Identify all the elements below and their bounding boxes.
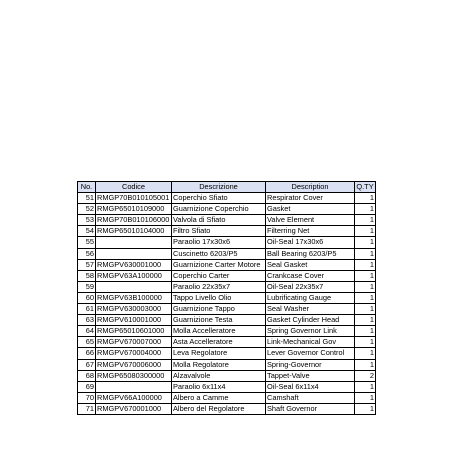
cell-qty: 1 bbox=[355, 215, 376, 226]
cell-codice: RMGPV670007000 bbox=[96, 337, 172, 348]
cell-codice: RMGPV630003000 bbox=[96, 304, 172, 315]
table-row bbox=[78, 237, 376, 248]
cell-description: Seal Washer bbox=[266, 304, 355, 315]
cell-qty: 1 bbox=[355, 193, 376, 204]
cell-descrizione: Guarnizione Tappo bbox=[172, 304, 266, 315]
cell-no: 60 bbox=[78, 292, 96, 303]
cell-description: Shaft Governor bbox=[266, 403, 355, 414]
cell-descrizione: Cuscinetto 6203/P5 bbox=[172, 248, 266, 259]
cell-no: 70 bbox=[78, 392, 96, 403]
cell-qty: 2 bbox=[355, 370, 376, 381]
cell-no: 51 bbox=[78, 193, 96, 204]
cell-no: 54 bbox=[78, 226, 96, 237]
table-row bbox=[78, 348, 376, 359]
cell-descrizione: Paraolio 17x30x6 bbox=[172, 237, 266, 248]
cell-descrizione: Albero a Camme bbox=[172, 392, 266, 403]
table-row bbox=[78, 281, 376, 292]
cell-descrizione: Paraolio 22x35x7 bbox=[172, 281, 266, 292]
cell-no: 59 bbox=[78, 281, 96, 292]
cell-description: Lubrificating Gauge bbox=[266, 292, 355, 303]
cell-no: 71 bbox=[78, 403, 96, 414]
cell-description: Oil-Seal 6x11x4 bbox=[266, 381, 355, 392]
table-body bbox=[78, 193, 376, 415]
table-row bbox=[78, 337, 376, 348]
cell-descrizione: Asta Accelleratore bbox=[172, 337, 266, 348]
cell-no: 61 bbox=[78, 304, 96, 315]
table-row bbox=[78, 259, 376, 270]
cell-no: 57 bbox=[78, 259, 96, 270]
table-row bbox=[78, 193, 376, 204]
cell-no: 55 bbox=[78, 237, 96, 248]
header-descrizione: Descrizione bbox=[172, 182, 266, 193]
cell-codice: RMGPV63B100000 bbox=[96, 292, 172, 303]
cell-codice: RMGPV630001000 bbox=[96, 259, 172, 270]
table-row bbox=[78, 292, 376, 303]
cell-description: Tappet-Valve bbox=[266, 370, 355, 381]
cell-description: Ball Bearing 6203/P5 bbox=[266, 248, 355, 259]
cell-qty: 1 bbox=[355, 315, 376, 326]
cell-qty: 1 bbox=[355, 392, 376, 403]
cell-codice: RMGPV670004000 bbox=[96, 348, 172, 359]
table-row bbox=[78, 370, 376, 381]
cell-descrizione: Guarnizione Carter Motore bbox=[172, 259, 266, 270]
cell-qty: 1 bbox=[355, 326, 376, 337]
cell-description: Respirator Cover bbox=[266, 193, 355, 204]
cell-descrizione: Coperchio Carter bbox=[172, 270, 266, 281]
table-row bbox=[78, 403, 376, 414]
cell-codice: RMGPV670001000 bbox=[96, 403, 172, 414]
cell-no: 52 bbox=[78, 204, 96, 215]
cell-qty: 1 bbox=[355, 381, 376, 392]
cell-qty: 1 bbox=[355, 348, 376, 359]
cell-description: Valve Element bbox=[266, 215, 355, 226]
cell-descrizione: Filtro Sfiato bbox=[172, 226, 266, 237]
cell-description: Oil-Seal 17x30x6 bbox=[266, 237, 355, 248]
cell-description: Crankcase Cover bbox=[266, 270, 355, 281]
parts-table bbox=[77, 181, 376, 415]
cell-no: 66 bbox=[78, 348, 96, 359]
cell-codice: RMGPV610001000 bbox=[96, 315, 172, 326]
cell-codice bbox=[96, 381, 172, 392]
table-row bbox=[78, 248, 376, 259]
cell-no: 58 bbox=[78, 270, 96, 281]
table-row bbox=[78, 359, 376, 370]
cell-codice: RMGP70B010105001 bbox=[96, 193, 172, 204]
cell-qty: 1 bbox=[355, 281, 376, 292]
table-row bbox=[78, 392, 376, 403]
cell-codice: RMGPV66A100000 bbox=[96, 392, 172, 403]
cell-no: 64 bbox=[78, 326, 96, 337]
cell-codice: RMGPV670006000 bbox=[96, 359, 172, 370]
table-row bbox=[78, 304, 376, 315]
cell-descrizione: Paraolio 6x11x4 bbox=[172, 381, 266, 392]
table-row bbox=[78, 204, 376, 215]
cell-descrizione: Leva Regolatore bbox=[172, 348, 266, 359]
cell-qty: 1 bbox=[355, 259, 376, 270]
cell-qty: 1 bbox=[355, 248, 376, 259]
cell-no: 53 bbox=[78, 215, 96, 226]
cell-qty: 1 bbox=[355, 226, 376, 237]
cell-description: Link-Mechanical Gov bbox=[266, 337, 355, 348]
cell-descrizione: Molla Regolatore bbox=[172, 359, 266, 370]
cell-no: 63 bbox=[78, 315, 96, 326]
cell-codice: RMGP65080300000 bbox=[96, 370, 172, 381]
cell-descrizione: Albero del Regolatore bbox=[172, 403, 266, 414]
cell-descrizione: Guarnizione Testa bbox=[172, 315, 266, 326]
cell-description: Spring Governor Link bbox=[266, 326, 355, 337]
cell-codice: RMGP70B010106000 bbox=[96, 215, 172, 226]
cell-description: Camshaft bbox=[266, 392, 355, 403]
cell-no: 65 bbox=[78, 337, 96, 348]
table-row bbox=[78, 215, 376, 226]
cell-description: Gasket Cylinder Head bbox=[266, 315, 355, 326]
cell-codice: RMGP65010109000 bbox=[96, 204, 172, 215]
header-description: Description bbox=[266, 182, 355, 193]
cell-description: Lever Governor Control bbox=[266, 348, 355, 359]
cell-descrizione: Valvola di Sfiato bbox=[172, 215, 266, 226]
table-row bbox=[78, 381, 376, 392]
cell-qty: 1 bbox=[355, 304, 376, 315]
cell-descrizione: Coperchio Sfiato bbox=[172, 193, 266, 204]
cell-description: Filterring Net bbox=[266, 226, 355, 237]
cell-no: 68 bbox=[78, 370, 96, 381]
table-row bbox=[78, 270, 376, 281]
table-row bbox=[78, 326, 376, 337]
table-header-row bbox=[78, 182, 376, 193]
cell-description: Gasket bbox=[266, 204, 355, 215]
cell-descrizione: Tappo Livello Olio bbox=[172, 292, 266, 303]
cell-codice bbox=[96, 237, 172, 248]
cell-description: Oil-Seal 22x35x7 bbox=[266, 281, 355, 292]
cell-qty: 1 bbox=[355, 359, 376, 370]
cell-descrizione: Molla Accelleratore bbox=[172, 326, 266, 337]
cell-qty: 1 bbox=[355, 204, 376, 215]
cell-qty: 1 bbox=[355, 337, 376, 348]
cell-qty: 1 bbox=[355, 292, 376, 303]
cell-description: Seal Gasket bbox=[266, 259, 355, 270]
cell-codice: RMGP65010601000 bbox=[96, 326, 172, 337]
cell-description: Spring-Governor bbox=[266, 359, 355, 370]
table-row bbox=[78, 315, 376, 326]
header-codice: Codice bbox=[96, 182, 172, 193]
cell-qty: 1 bbox=[355, 237, 376, 248]
cell-qty: 1 bbox=[355, 403, 376, 414]
cell-qty: 1 bbox=[355, 270, 376, 281]
header-qty: Q.TY bbox=[356, 182, 374, 191]
cell-no: 67 bbox=[78, 359, 96, 370]
cell-codice bbox=[96, 281, 172, 292]
cell-descrizione: Alzavalvole bbox=[172, 370, 266, 381]
cell-descrizione: Guarnizione Coperchio bbox=[172, 204, 266, 215]
cell-codice bbox=[96, 248, 172, 259]
cell-no: 69 bbox=[78, 381, 96, 392]
cell-no: 56 bbox=[78, 248, 96, 259]
table-row bbox=[78, 226, 376, 237]
cell-codice: RMGP65010104000 bbox=[96, 226, 172, 237]
cell-codice: RMGPV63A100000 bbox=[96, 270, 172, 281]
header-no: No. bbox=[78, 182, 96, 193]
